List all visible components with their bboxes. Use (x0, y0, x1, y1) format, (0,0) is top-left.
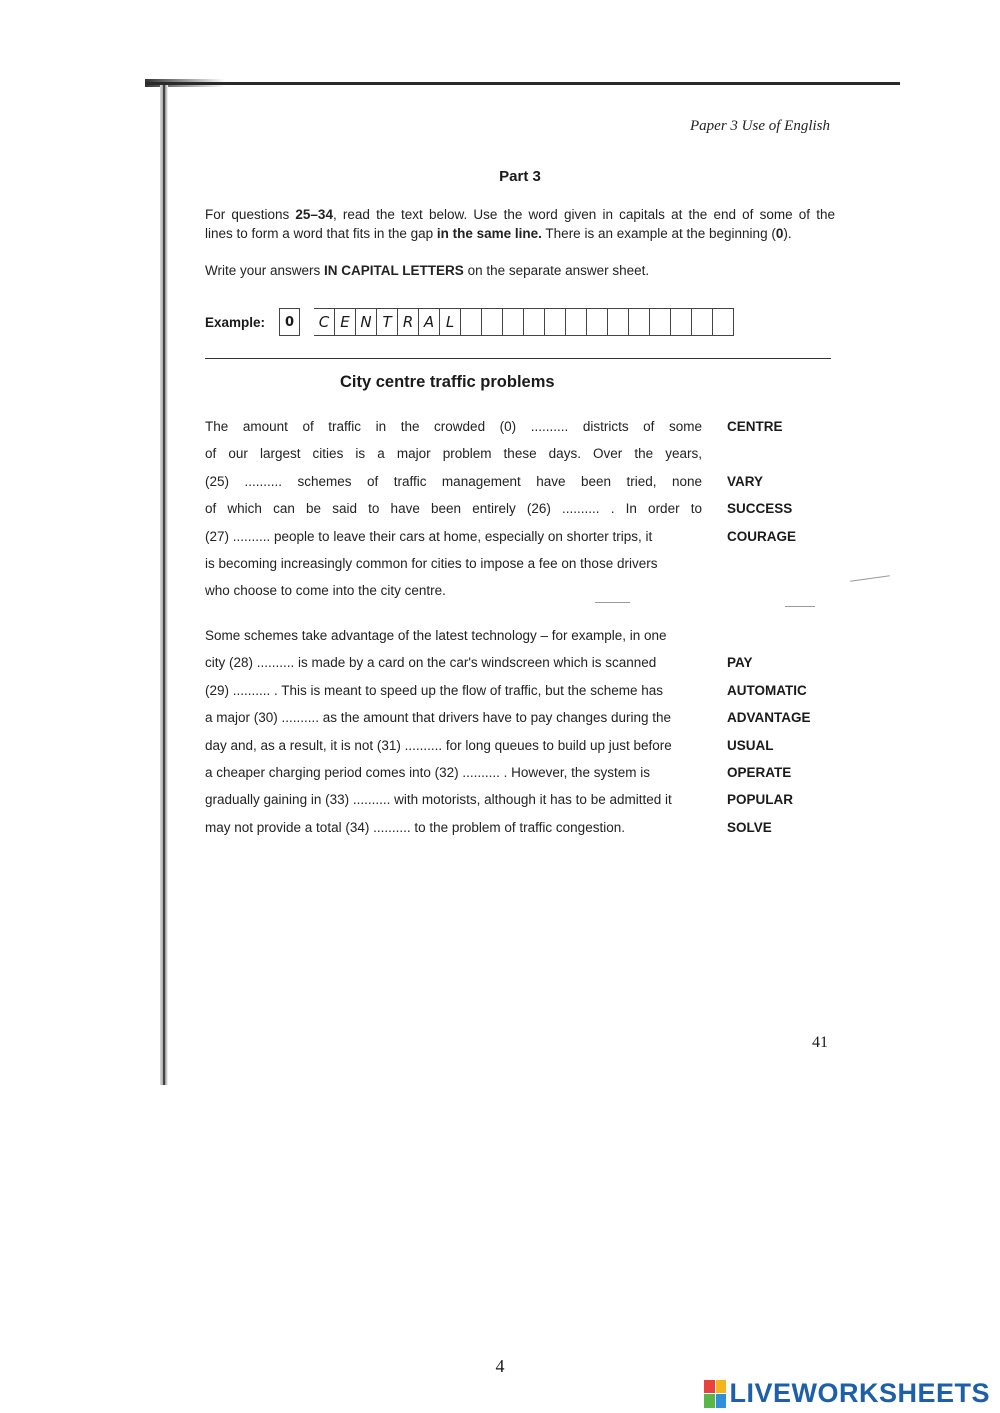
logo-square (704, 1394, 715, 1408)
scan-edge-left-line (163, 85, 165, 1085)
example-label: Example: (205, 314, 266, 330)
example-letter-box: L (440, 308, 461, 336)
example-empty-box (482, 308, 503, 336)
instructions-line-2: lines to form a word that fits in the gap in the same line. There is an example at the beginning (0). (205, 226, 792, 241)
keyword: ADVANTAGE (727, 710, 811, 726)
part-title: Part 3 (499, 168, 541, 185)
instructions-line-1: For questions 25–34, read the text below. Use the word given in capitals at the end of some of the (205, 207, 835, 222)
example-empty-box (461, 308, 482, 336)
example-letter-box: A (419, 308, 440, 336)
example-letter-box: E (335, 308, 356, 336)
scan-speck (850, 575, 890, 582)
text-line: who choose to come into the city centre. (205, 583, 446, 599)
text-line: of our largest cities is a major problem these days. Over the years, (205, 446, 702, 462)
example-empty-box (692, 308, 713, 336)
keywords-column-1 (727, 413, 796, 605)
keyword: POPULAR (727, 792, 794, 808)
text-line: of which can be said to have been entirely (26) .......... . In order to (205, 501, 702, 517)
keyword: CENTRE (727, 419, 783, 434)
keyword (727, 577, 796, 604)
page-number: 41 (812, 1034, 828, 1051)
example-letter-box: R (398, 308, 419, 336)
instructions-answers: Write your answers IN CAPITAL LETTERS on the separate answer sheet. (205, 263, 650, 278)
example-letter-box: C (314, 308, 335, 336)
logo-square (716, 1380, 727, 1394)
example-empty-box (671, 308, 692, 336)
keyword (727, 440, 796, 467)
divider-rule (205, 358, 831, 359)
keyword: VARY (727, 473, 764, 489)
example-number-box: 0 (279, 308, 300, 336)
text-line: a cheaper charging period comes into (32) .......... . However, the system is (205, 764, 650, 780)
scan-speck (785, 606, 815, 607)
liveworksheets-brand[interactable] (704, 1378, 990, 1409)
footer-page-number: 4 (495, 1356, 505, 1376)
keyword (727, 550, 796, 577)
instructions (205, 205, 835, 243)
logo-square (716, 1394, 727, 1408)
logo-square (704, 1380, 715, 1394)
text-line: gradually gaining in (33) .......... with motorists, although it has to be admitted it (205, 792, 672, 808)
keyword: PAY (727, 655, 753, 671)
example-letter-box: N (356, 308, 377, 336)
text-line: (29) .......... . This is meant to speed up the flow of traffic, but the scheme has (205, 682, 663, 698)
example-empty-box (545, 308, 566, 336)
example-empty-box (629, 308, 650, 336)
liveworksheets-logo-icon (704, 1380, 726, 1408)
example-empty-box (608, 308, 629, 336)
text-line: Some schemes take advantage of the latest technology – for example, in one (205, 628, 667, 643)
example-empty-box (713, 308, 734, 336)
running-head: Paper 3 Use of English (690, 118, 830, 134)
scan-edge-top (145, 82, 900, 85)
text-line: may not provide a total (34) .......... to the problem of traffic congestion. (205, 819, 625, 835)
example-empty-box (650, 308, 671, 336)
keyword: OPERATE (727, 764, 792, 780)
text-line: is becoming increasingly common for cities to impose a fee on those drivers (205, 555, 658, 571)
example-empty-box (524, 308, 545, 336)
example-empty-box (503, 308, 524, 336)
text-line: a major (30) .......... as the amount that drivers have to pay changes during the (205, 710, 672, 726)
keyword: COURAGE (727, 528, 797, 544)
keyword: SOLVE (727, 819, 772, 835)
text-line: (25) .......... schemes of traffic management have been tried, none (205, 473, 702, 489)
keyword: SUCCESS (727, 501, 793, 517)
keywords-column-2 (727, 622, 811, 841)
example-empty-box (566, 308, 587, 336)
example-empty-box (587, 308, 608, 336)
keyword (727, 622, 811, 649)
text-line: day and, as a result, it is not (31) .......... for long queues to build up just before (205, 737, 672, 753)
example-row (205, 307, 734, 337)
paragraph-1 (205, 413, 702, 605)
keyword: AUTOMATIC (727, 682, 807, 698)
text-line: (27) .......... people to leave their cars at home, especially on shorter trips, it (205, 528, 653, 544)
example-letter-box: T (377, 308, 398, 336)
keyword: USUAL (727, 737, 774, 753)
text-title: City centre traffic problems (340, 373, 555, 391)
liveworksheets-wordmark: LIVEWORKSHEETS (729, 1378, 990, 1408)
text-line: The amount of traffic in the crowded (0) .......... districts of some (205, 419, 702, 434)
text-line: city (28) .......... is made by a card on the car's windscreen which is scanned (205, 655, 657, 671)
paragraph-2 (205, 622, 702, 841)
